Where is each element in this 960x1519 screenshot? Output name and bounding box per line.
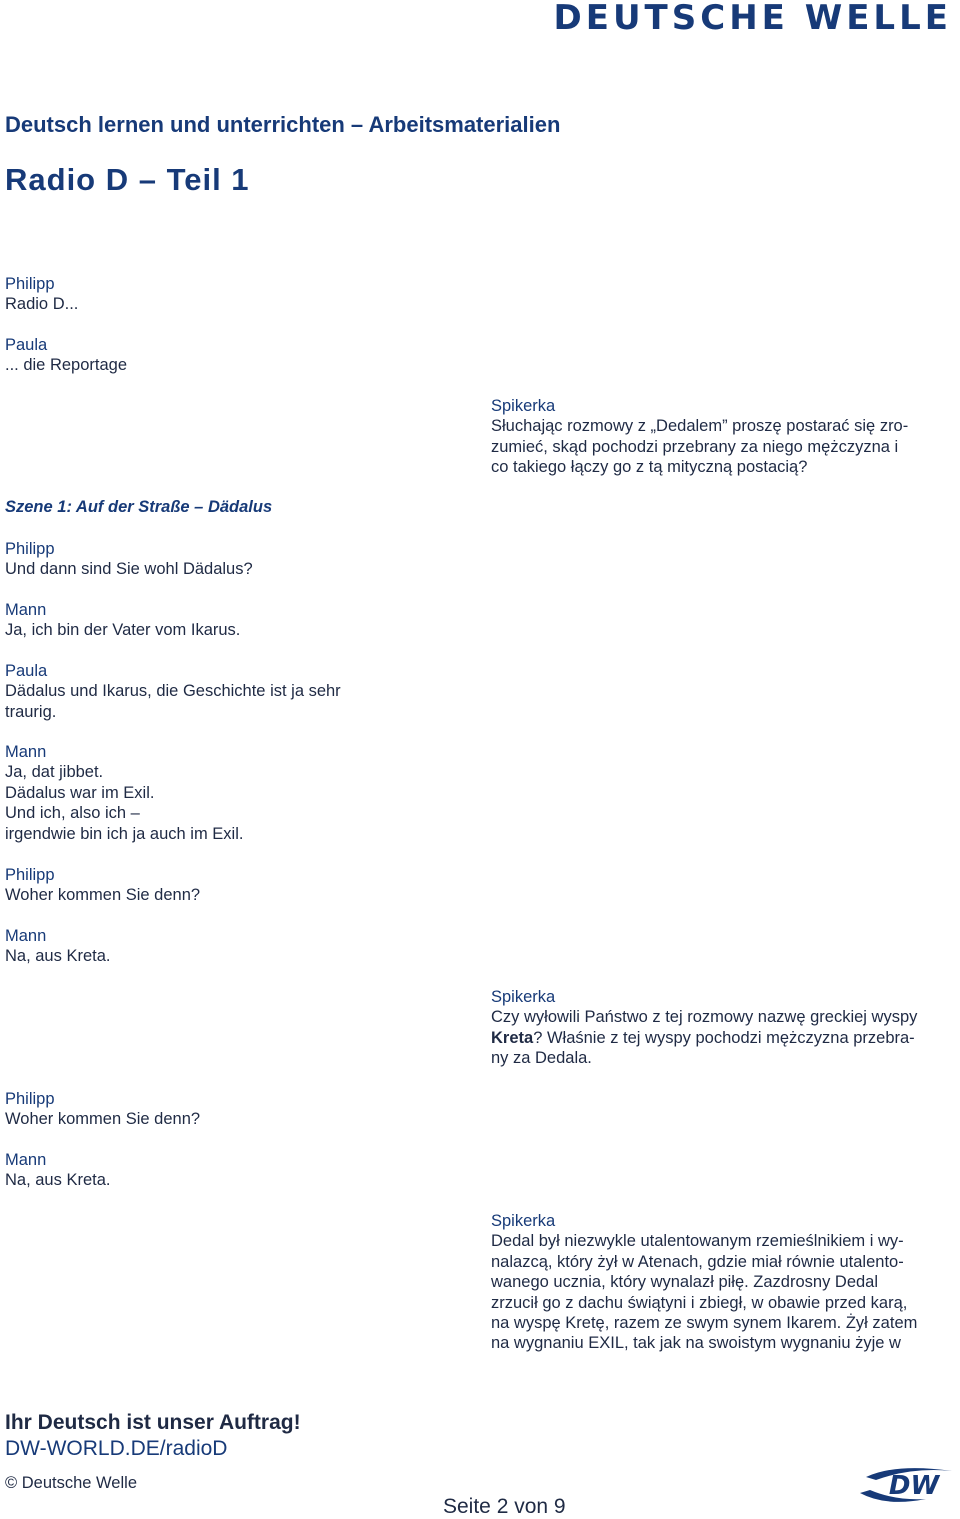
speech-line: Ja, ich bin der Vater vom Ikarus.: [5, 621, 241, 640]
speech-line: Und ich, also ich –: [5, 804, 140, 823]
speech-block: [5, 1150, 385, 1191]
speaker-label: Paula: [5, 336, 48, 354]
scene-title: Szene 1: Auf der Straße – Dädalus: [5, 498, 273, 516]
speech-block: [5, 539, 385, 580]
speech-block: [5, 926, 385, 967]
speech-block: [5, 335, 385, 376]
note-line: co takiego łączy go z tą mityczną postacią?: [491, 458, 808, 477]
logo-text: DW: [888, 1471, 940, 1501]
note-line: zrzucił go z dachu świątyni i zbiegł, w obawie przed karą,: [491, 1293, 908, 1312]
narrator-note: [491, 987, 953, 1069]
dw-logo-icon: [856, 1463, 956, 1507]
note-line: Dedal był niezwykle utalentowanym rzemieślnikiem i wy-: [491, 1232, 904, 1251]
note-line: Czy wyłowili Państwo z tej rozmowy nazwę greckiej wyspy: [491, 1008, 918, 1027]
speech-block: [5, 661, 385, 722]
speech-line: traurig.: [5, 702, 57, 721]
speech-block: [5, 742, 385, 844]
speech-block: [5, 274, 385, 315]
footer-copyright: © Deutsche Welle: [5, 1474, 137, 1492]
narrator-note: [491, 1211, 953, 1354]
speech-line: Na, aus Kreta.: [5, 947, 111, 966]
series-heading: Deutsch lernen und unterrichten – Arbeitsmaterialien: [5, 112, 561, 137]
speech-line: Woher kommen Sie denn?: [5, 1110, 201, 1129]
footer-slogan: Ihr Deutsch ist unser Auftrag!: [5, 1411, 301, 1434]
speaker-label: Mann: [5, 927, 47, 945]
narrator-note: [491, 396, 953, 478]
speaker-label: Philipp: [5, 275, 55, 293]
speech-block: [5, 600, 385, 641]
note-line: ny za Dedala.: [491, 1049, 592, 1068]
speech-line: Dädalus und Ikarus, die Geschichte ist ja sehr: [5, 682, 341, 701]
footer-url[interactable]: DW-WORLD.DE/radioD: [5, 1437, 228, 1460]
speaker-label: Spikerka: [491, 988, 556, 1006]
speech-line: irgendwie bin ich ja auch im Exil.: [5, 824, 244, 843]
speaker-label: Paula: [5, 662, 48, 680]
speech-block: [5, 1089, 385, 1130]
note-line: wanego ucznia, który wynalazł piłę. Zazdrosny Dedal: [491, 1273, 879, 1292]
speech-line: Dädalus war im Exil.: [5, 783, 155, 802]
note-line: [491, 1028, 953, 1048]
note-line-rest: ? Właśnie z tej wyspy pochodzi mężczyzna przebra-: [533, 1028, 915, 1047]
note-line: Słuchając rozmowy z „Dedalem” proszę postarać się zro-: [491, 417, 909, 436]
speech-line: Na, aus Kreta.: [5, 1171, 111, 1190]
note-line: na wygnaniu EXIL, tak jak na swoistym wygnaniu żyje w: [491, 1334, 901, 1353]
speaker-label: Philipp: [5, 1090, 55, 1108]
speech-line: Radio D...: [5, 295, 79, 314]
speaker-label: Mann: [5, 601, 47, 619]
note-line: nalazcą, który żył w Atenach, gdzie miał równie utalento-: [491, 1252, 904, 1271]
speaker-label: Mann: [5, 743, 47, 761]
speaker-label: Philipp: [5, 866, 55, 884]
speech-line: Woher kommen Sie denn?: [5, 886, 201, 905]
speaker-label: Spikerka: [491, 397, 556, 415]
speech-line: ... die Reportage: [5, 356, 127, 375]
speech-line: Ja, dat jibbet.: [5, 763, 104, 782]
highlighted-word: Kreta: [491, 1028, 534, 1047]
brand-wordmark: DEUTSCHE WELLE: [553, 0, 952, 38]
note-line: zumieć, skąd pochodzi przebrany za niego mężczyzna i: [491, 437, 899, 456]
page-number: Seite 2 von 9: [443, 1495, 566, 1518]
speaker-label: Spikerka: [491, 1212, 556, 1230]
page-title: Radio D – Teil 1: [5, 162, 250, 197]
speaker-label: Mann: [5, 1151, 47, 1169]
speaker-label: Philipp: [5, 540, 55, 558]
speech-block: [5, 865, 385, 906]
speech-line: Und dann sind Sie wohl Dädalus?: [5, 560, 253, 579]
note-line: na wyspę Kretę, razem ze swym synem Ikarem. Żył zatem: [491, 1314, 918, 1333]
